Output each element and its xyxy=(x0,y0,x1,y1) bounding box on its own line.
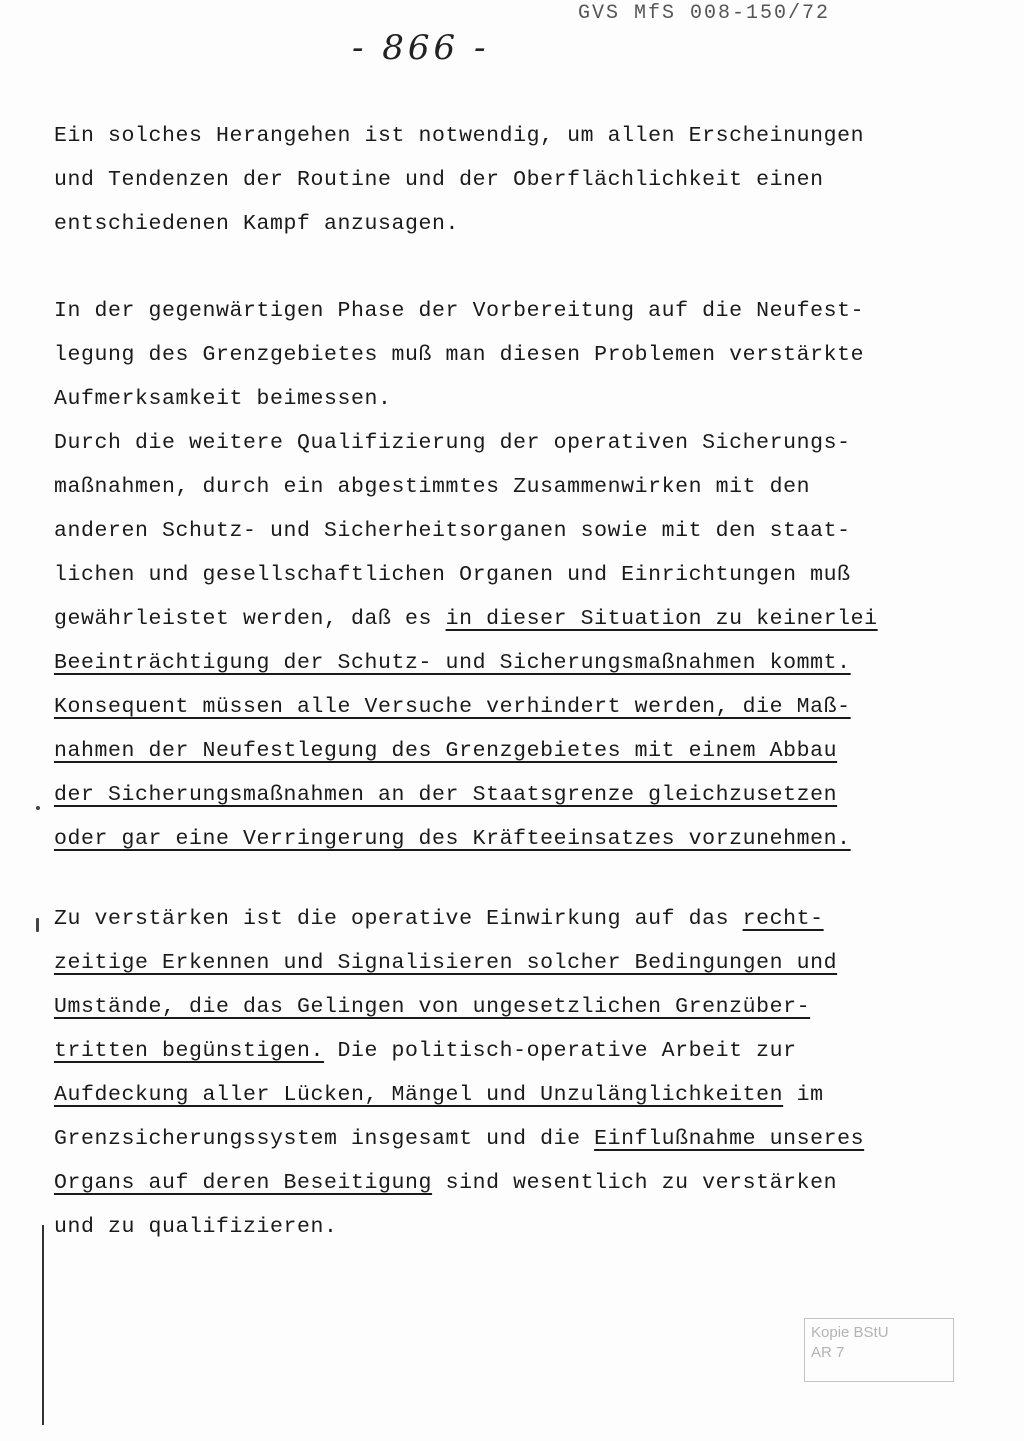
text-line xyxy=(54,817,874,861)
text-segment: und zu qualifizieren. xyxy=(54,1215,338,1239)
underlined-text: oder gar eine Verringerung des Kräfteeinsatzes vorzunehmen. xyxy=(54,827,851,851)
underlined-text: nahmen der Neufestlegung des Grenzgebietes mit einem Abbau xyxy=(54,739,838,763)
text-segment: Grenzsicherungssystem insgesamt und die xyxy=(54,1127,595,1151)
text-segment: In der gegenwärtigen Phase der Vorbereitung auf die Neufest- xyxy=(54,299,865,323)
underlined-text: Beeinträchtigung der Schutz- und Sicherungsmaßnahmen kommt. xyxy=(54,651,851,675)
page-number: - 866 - xyxy=(352,28,490,68)
margin-mark xyxy=(36,918,39,932)
text-line xyxy=(54,553,874,597)
text-segment: anderen Schutz- und Sicherheitsorganen sowie mit den staat- xyxy=(54,519,851,543)
text-line xyxy=(54,641,874,685)
text-line xyxy=(54,421,874,465)
text-segment: legung des Grenzgebietes muß man diesen Problemen verstärkte xyxy=(54,343,865,367)
document-reference: GVS MfS 008-150/72 xyxy=(578,2,831,25)
text-line xyxy=(54,202,874,246)
paragraph-2 xyxy=(54,289,878,861)
stamp-line-2: AR 7 xyxy=(811,1344,845,1361)
text-segment: lichen und gesellschaftlichen Organen und Einrichtungen muß xyxy=(54,563,851,587)
text-line xyxy=(54,1117,874,1161)
underlined-text: der Sicherungsmaßnahmen an der Staatsgrenze gleichzusetzen xyxy=(54,783,838,807)
text-segment: und Tendenzen der Routine und der Oberflächlichkeit einen xyxy=(54,168,824,192)
text-line xyxy=(54,289,874,333)
margin-line xyxy=(42,1225,44,1425)
archive-stamp xyxy=(804,1318,954,1382)
underlined-text: tritten begünstigen. xyxy=(54,1039,325,1063)
text-line xyxy=(54,1205,874,1249)
text-line xyxy=(54,685,874,729)
text-segment: maßnahmen, durch ein abgestimmtes Zusammenwirken mit den xyxy=(54,475,811,499)
underlined-text: in dieser Situation zu keinerlei xyxy=(445,607,878,631)
text-segment: sind wesentlich zu verstärken xyxy=(432,1171,838,1195)
underlined-text: recht- xyxy=(742,907,824,931)
text-segment: Aufmerksamkeit beimessen. xyxy=(54,387,392,411)
text-segment: gewährleistet werden, daß es xyxy=(54,607,446,631)
text-line xyxy=(54,1161,874,1205)
text-segment: entschiedenen Kampf anzusagen. xyxy=(54,212,460,236)
text-line xyxy=(54,1073,874,1117)
text-segment: Zu verstärken ist die operative Einwirkung auf das xyxy=(54,907,743,931)
underlined-text: Umstände, die das Gelingen von ungesetzlichen Grenzüber- xyxy=(54,995,811,1019)
text-line xyxy=(54,114,874,158)
underlined-text: Organs auf deren Beseitigung xyxy=(54,1171,433,1195)
text-line xyxy=(54,941,874,985)
text-line xyxy=(54,773,874,817)
text-segment: Ein solches Herangehen ist notwendig, um allen Erscheinungen xyxy=(54,124,865,148)
text-line xyxy=(54,377,874,421)
stamp-line-1: Kopie BStU xyxy=(811,1324,889,1341)
text-line xyxy=(54,1029,874,1073)
text-line xyxy=(54,333,874,377)
margin-mark xyxy=(36,806,40,810)
text-line xyxy=(54,597,878,641)
text-segment: Durch die weitere Qualifizierung der operativen Sicherungs- xyxy=(54,431,851,455)
paragraph-1 xyxy=(54,114,874,246)
underlined-text: zeitige Erkennen und Signalisieren solcher Bedingungen und xyxy=(54,951,838,975)
text-line xyxy=(54,158,874,202)
text-line xyxy=(54,509,874,553)
text-segment: im xyxy=(783,1083,824,1107)
text-segment: Die politisch-operative Arbeit zur xyxy=(324,1039,797,1063)
text-line xyxy=(54,897,874,941)
text-line xyxy=(54,465,874,509)
text-line xyxy=(54,985,874,1029)
text-line xyxy=(54,729,874,773)
underlined-text: Einflußnahme unseres xyxy=(594,1127,865,1151)
paragraph-3 xyxy=(54,897,874,1249)
underlined-text: Aufdeckung aller Lücken, Mängel und Unzulänglichkeiten xyxy=(54,1083,784,1107)
underlined-text: Konsequent müssen alle Versuche verhindert werden, die Maß- xyxy=(54,695,851,719)
